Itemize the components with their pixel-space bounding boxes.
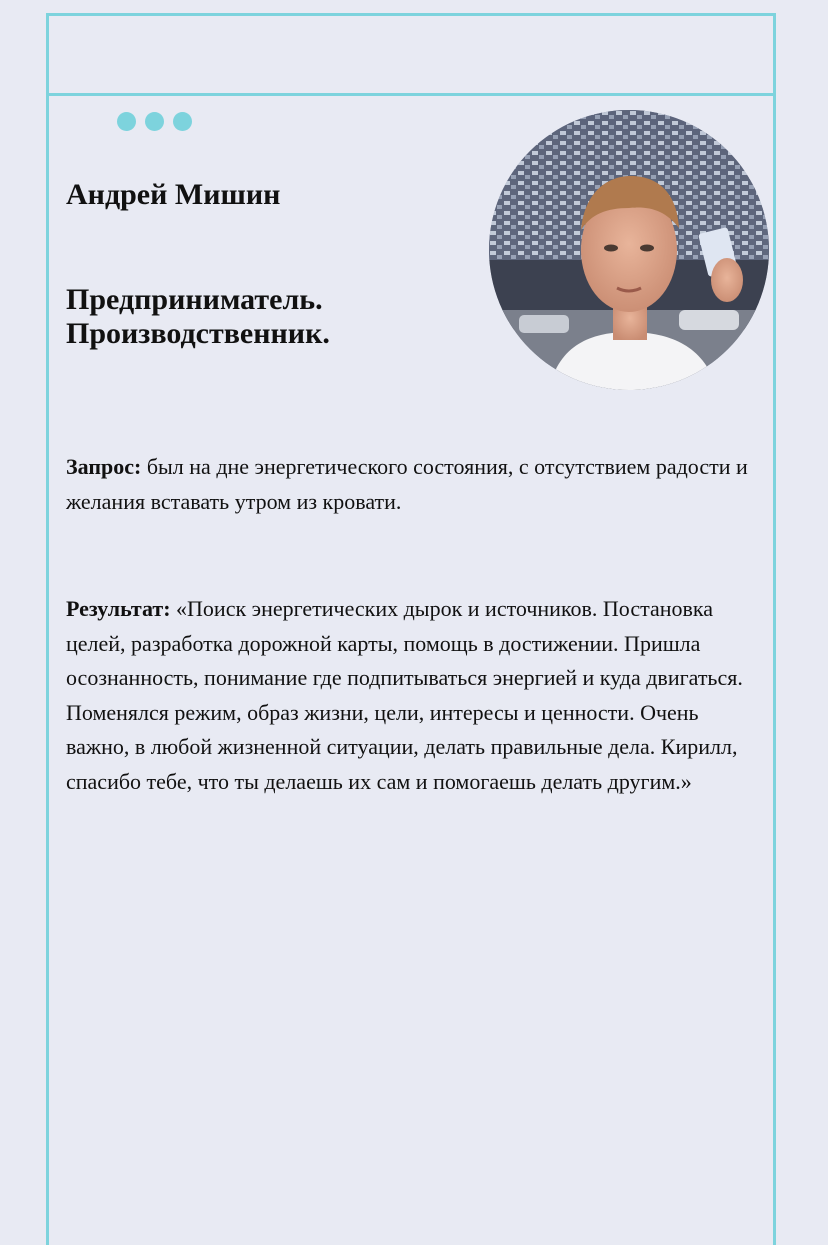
person-photo-icon: [489, 110, 769, 390]
avatar: [489, 110, 769, 390]
person-name: Андрей Мишин: [66, 178, 281, 211]
result-text: «Поиск энергетических дырок и источников. Постановка целей, разработка дорожной карты, помощь в достижении. Пришла осознанность, понимание где подпитываться энергией и куда двигаться. Поменялся режим, образ жизни, цели, интересы и ценности. Очень важно, в любой жизненной ситуации, делать правильные дела. Кирилл, спасибо тебе, что ты делаешь их сам и помогаешь делать другим.»: [66, 596, 743, 794]
person-role: Предприниматель. Производственник.: [66, 283, 330, 350]
window-dots: [117, 112, 192, 131]
card-header-bar: [49, 16, 773, 96]
card-frame: [46, 13, 776, 1245]
result-paragraph: [66, 592, 756, 799]
dot-icon: [173, 112, 192, 131]
request-paragraph: [66, 450, 766, 519]
dot-icon: [145, 112, 164, 131]
request-text: был на дне энергетического состояния, с отсутствием радости и желания вставать утром из кровати.: [66, 454, 748, 514]
request-label: Запрос:: [66, 454, 142, 479]
result-label: Результат:: [66, 596, 171, 621]
dot-icon: [117, 112, 136, 131]
